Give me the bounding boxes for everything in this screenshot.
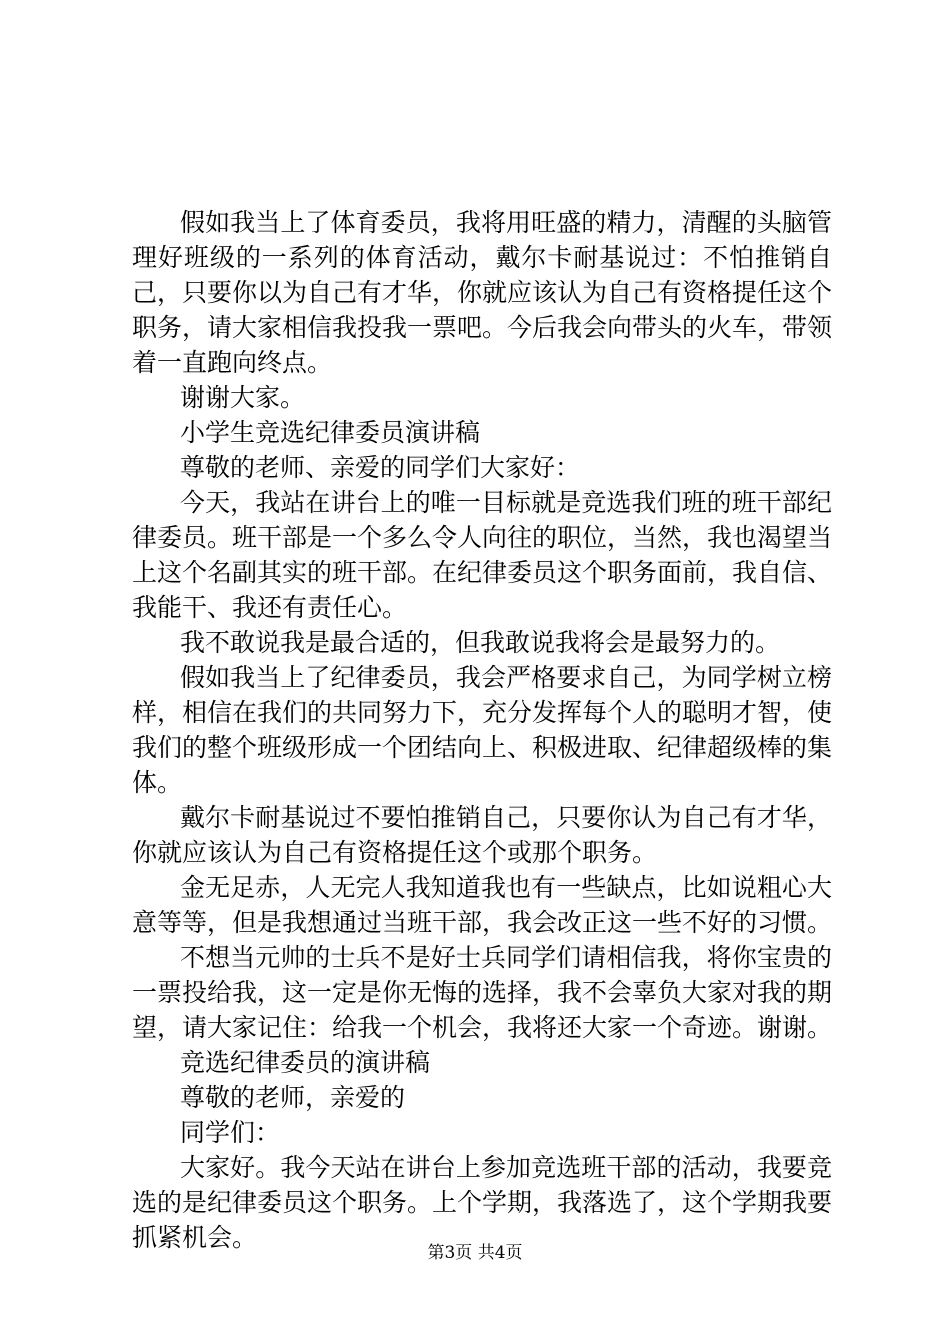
paragraph: 小学生竞选纪律委员演讲稿: [180, 418, 481, 447]
paragraph: 大家好。我今天站在讲台上参加竞选班干部的活动，我要竞选的是纪律委员这个职务。上个学期，我落选了，这个学期我要抓紧机会。: [132, 1153, 833, 1252]
paragraph: 金无足赤，人无完人我知道我也有一些缺点，比如说粗心大意等等，但是我想通过当班干部，我会改正这一些不好的习惯。: [132, 873, 833, 937]
page-footer: 第3页 共4页: [427, 1243, 523, 1263]
paragraph: 假如我当上了纪律委员，我会严格要求自己，为同学树立榜样，相信在我们的共同努力下，充分发挥每个人的聪明才智，使我们的整个班级形成一个团结向上、积极进取、纪律超级棒的集体。: [132, 663, 833, 797]
document-body: [132, 205, 832, 1255]
paragraph: 尊敬的老师，亲爱的: [180, 1083, 406, 1112]
paragraph: 我不敢说我是最合适的，但我敢说我将会是最努力的。: [180, 628, 781, 657]
paragraph: 不想当元帅的士兵不是好士兵同学们请相信我，将你宝贵的一票投给我，这一定是你无悔的选择，我不会辜负大家对我的期望，请大家记住：给我一个机会，我将还大家一个奇迹。谢谢。: [132, 943, 833, 1042]
paragraph: 谢谢大家。: [180, 383, 306, 412]
paragraph: 今天，我站在讲台上的唯一目标就是竞选我们班的班干部纪律委员。班干部是一个多么令人向往的职位，当然，我也渴望当上这个名副其实的班干部。在纪律委员这个职务面前，我自信、我能干、我还有责任心。: [132, 488, 833, 622]
paragraph: 竞选纪律委员的演讲稿: [180, 1048, 431, 1077]
paragraph: 戴尔卡耐基说过不要怕推销自己，只要你认为自己有才华，你就应该认为自己有资格提任这个或那个职务。: [132, 803, 832, 867]
paragraph: 同学们：: [180, 1118, 281, 1147]
paragraph: 假如我当上了体育委员，我将用旺盛的精力，清醒的头脑管理好班级的一系列的体育活动，戴尔卡耐基说过：不怕推销自己，只要你以为自己有才华，你就应该认为自己有资格提任这个职务，请大家相信我投我一票吧。今后我会向带头的火车，带领着一直跑向终点。: [132, 208, 833, 377]
paragraph: 尊敬的老师、亲爱的同学们大家好：: [180, 453, 581, 482]
